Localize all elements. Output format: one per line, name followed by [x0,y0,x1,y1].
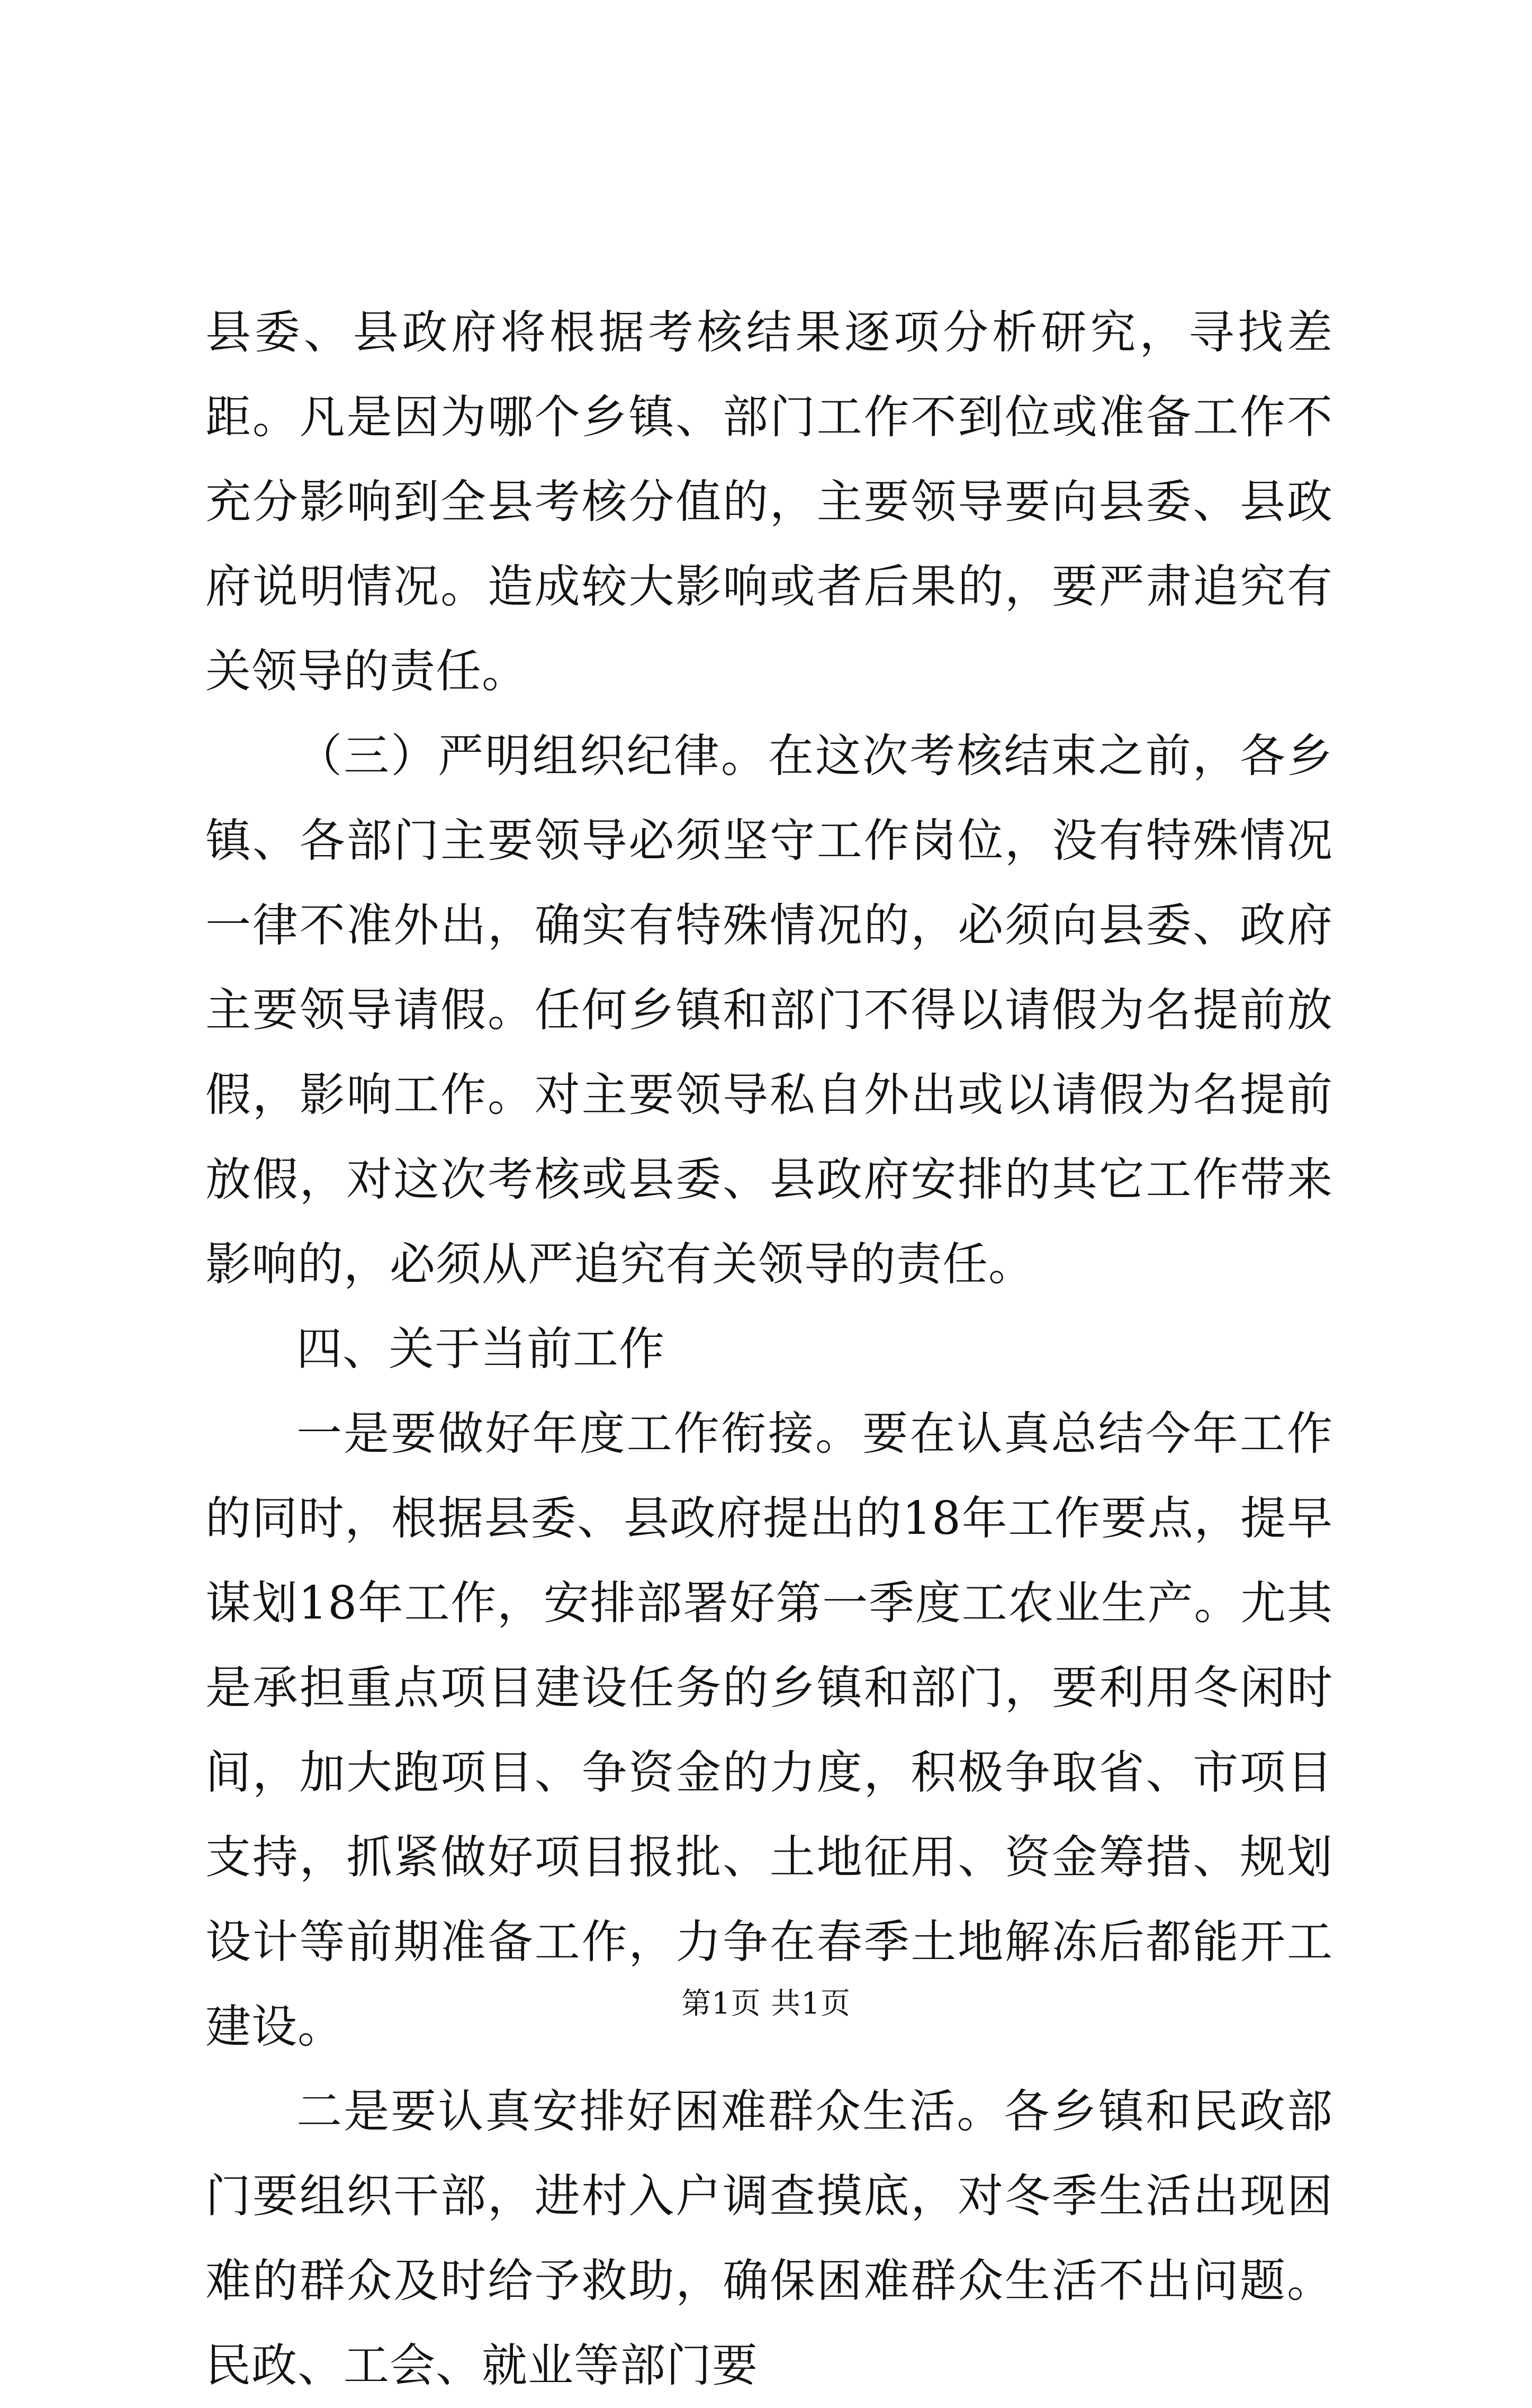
section-heading-current-work: 四、关于当前工作 [296,1323,665,1376]
paragraph-1: 县委、县政府将根据考核结果逐项分析研究，寻找差距。凡是因为哪个乡镇、部门工作不到位或准备工作不充分影响到全县考核分值的，主要领导要向县委、县政府说明情况。造成较大影响或者后果的，要严肃追究有关领导的责任。 [205,306,1333,698]
paragraph-4: 一是要做好年度工作衔接。要在认真总结今年工作的同时，根据县委、县政府提出的18年工作要点，提早谋划18年工作，安排部署好第一季度工农业生产。尤其是承担重点项目建设任务的乡镇和部门，要利用冬闲时间，加大跑项目、争资金的力度，积极争取省、市项目支持，抓紧做好项目报批、土地征用、资金筹措、规划设计等前期准备工作，力争在春季土地解冻后都能开工建设。 [205,1407,1333,2053]
paragraph-5: 二是要认真安排好困难群众生活。各乡镇和民政部门要组织干部，进村入户调查摸底，对冬季生活出现困难的群众及时给予救助，确保困难群众生活不出问题。民政、工会、就业等部门要 [205,2085,1333,2392]
paragraph-2: （三）严明组织纪律。在这次考核结束之前，各乡镇、各部门主要领导必须坚守工作岗位，没有特殊情况一律不准外出，确实有特殊情况的，必须向县委、政府主要领导请假。任何乡镇和部门不得以请假为名提前放假，影响工作。对主要领导私自外出或以请假为名提前放假，对这次考核或县委、县政府安排的其它工作带来影响的，必须从严追究有关领导的责任。 [205,730,1333,1291]
document-body [205,290,1333,2408]
page-footer: 第1页 共1页 [681,1987,851,2021]
